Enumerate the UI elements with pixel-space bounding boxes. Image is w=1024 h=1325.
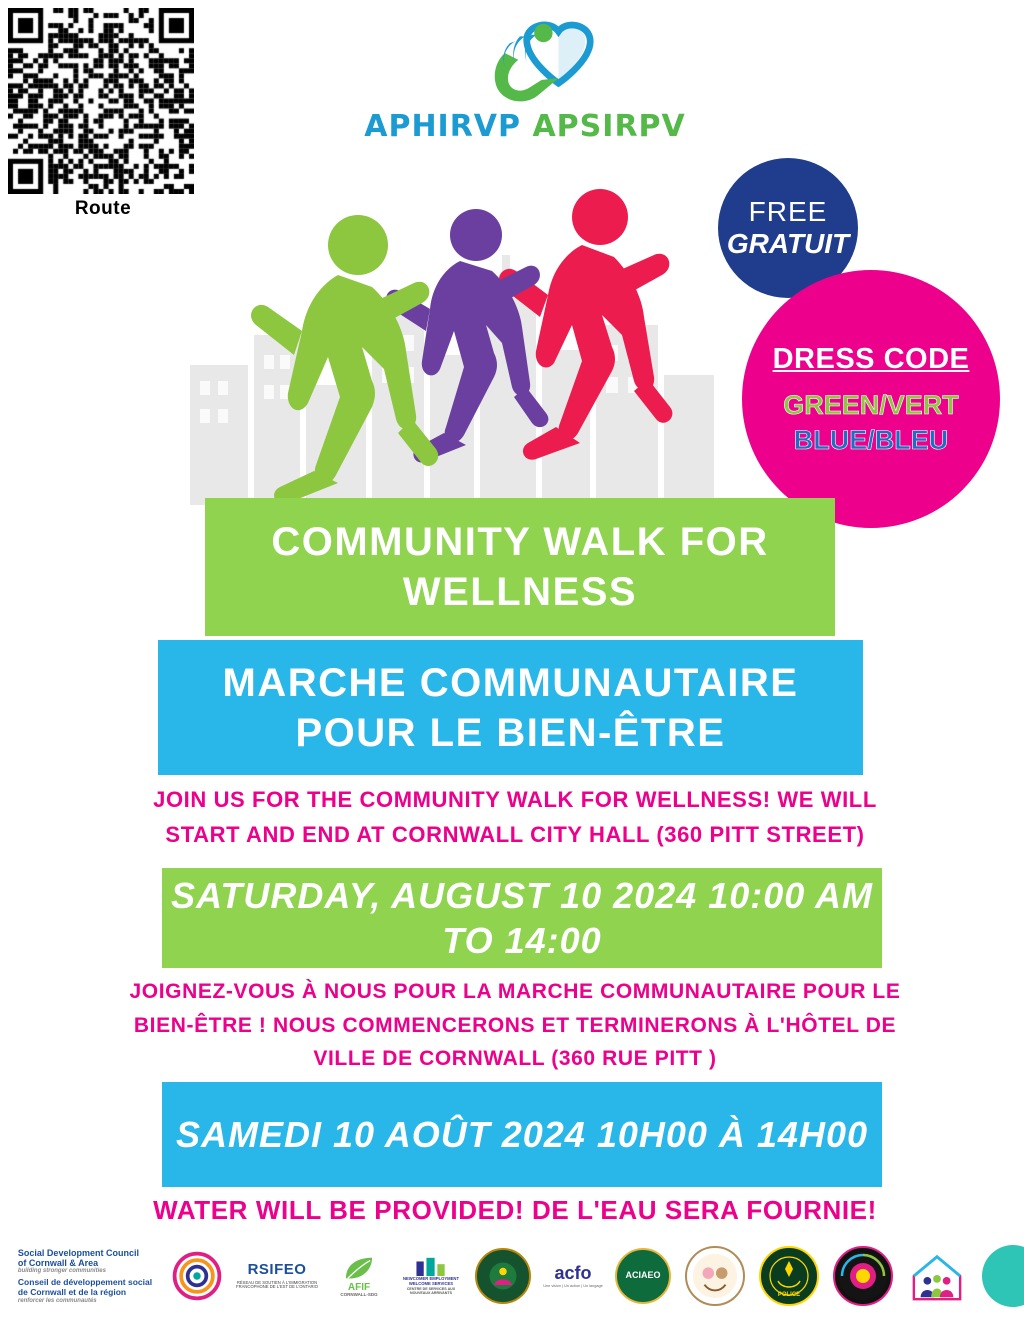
logo-text-fr: APSIRPV — [532, 109, 686, 144]
community-partner-icon — [488, 1261, 518, 1291]
sponsor-line4: Conseil de développement social — [17, 1277, 153, 1288]
free-badge-line1: FREE — [748, 195, 828, 227]
sponsor-acfo-label: acfo — [554, 1263, 592, 1284]
sponsor-rsifeo-sub: RÉSEAU DE SOUTIEN À L'IMMIGRATION FRANCOPHONE DE L'EST DE L'ONTARIO — [236, 1279, 318, 1290]
sponsor-cornwall-police — [756, 1239, 822, 1313]
sponsor-afif-sub: CORNWALL-SDG — [340, 1292, 378, 1298]
sponsor-aciaeo-label: ACIAEO — [625, 1270, 661, 1281]
sponsor-moms-psw — [978, 1239, 1024, 1313]
qr-code-icon[interactable] — [8, 8, 194, 194]
title-banner-fr: MARCHE COMMUNAUTAIRE POUR LE BIEN-ÊTRE — [158, 640, 863, 775]
police-crest-icon — [764, 1251, 814, 1301]
title-banner-en: COMMUNITY WALK FOR WELLNESS — [205, 498, 835, 636]
free-badge-line2: GRATUIT — [726, 228, 850, 259]
sponsor-newcomer-employment — [398, 1239, 464, 1313]
svg-text:POLICE: POLICE — [777, 1292, 801, 1298]
logo-wordmark — [330, 109, 720, 144]
sponsor-line1: Social Development Council — [17, 1247, 139, 1258]
sponsor-newcomer-label: NEWCOMER EMPLOYMENT WELCOME SERVICES — [402, 1276, 460, 1287]
date-banner-fr: SAMEDI 10 AOÛT 2024 10H00 À 14H00 — [162, 1082, 882, 1187]
logo-text-en: APHIRVP — [364, 109, 522, 144]
dress-code-badge — [742, 270, 1000, 528]
three-running-people-silhouettes — [230, 175, 730, 505]
aphirvp-heart-hands-logo — [433, 18, 617, 110]
sponsor-rsifeo — [234, 1239, 320, 1313]
paragraph-fr: JOIGNEZ-VOUS À NOUS POUR LA MARCHE COMMUNAUTAIRE POUR LE BIEN-ÊTRE ! NOUS COMMENCERONS ET TERMINERONS À L'HÔTEL DE VILLE DE CORNWALL (360 RUE PITT ) — [129, 980, 901, 1071]
smile-heart-icon — [691, 1252, 739, 1300]
sponsor-rainbow-circles — [168, 1239, 226, 1313]
dress-code-title: DRESS CODE — [772, 342, 970, 375]
house-family-icon — [907, 1249, 967, 1303]
sponsor-afif — [328, 1239, 390, 1313]
runner-pink-icon — [499, 189, 672, 460]
sponsor-acfo — [542, 1239, 604, 1313]
sponsor-line5: de Cornwall et de la région — [17, 1286, 127, 1297]
organization-logo — [330, 18, 720, 158]
sponsor-aciaeo — [612, 1239, 674, 1313]
rainbow-circles-icon — [169, 1248, 225, 1304]
sponsor-afif-label: AFIF — [347, 1282, 371, 1294]
sponsor-logo-strip — [0, 1235, 1024, 1317]
paragraph-en: JOIN US FOR THE COMMUNITY WALK FOR WELLNESS! WE WILL START AND END AT CORNWALL CITY HALL (360 PITT STREET) — [153, 787, 877, 848]
sponsor-community-partner — [472, 1239, 534, 1313]
sponsor-acfo-sub: Une vision | Un action | Un langage — [543, 1283, 603, 1288]
water-note: WATER WILL BE PROVIDED! DE L'EAU SERA FOURNIE! — [153, 1195, 877, 1225]
hero-illustration — [170, 175, 730, 505]
sponsor-line3: building stronger communities — [17, 1268, 106, 1275]
sponsor-housing-support — [904, 1239, 970, 1313]
sponsor-donne-un-sourire — [682, 1239, 748, 1313]
sponsor-line2: of Cornwall & Area — [17, 1257, 99, 1268]
sponsor-rsifeo-label: RSIFEO — [247, 1261, 307, 1279]
afif-leaf-icon — [339, 1254, 379, 1282]
runner-green-icon — [251, 215, 438, 504]
newcomer-buildings-icon — [414, 1256, 448, 1276]
dress-code-option-blue: BLUE/BLEU — [793, 424, 949, 455]
sponsor-line6: renforcer les communautés — [17, 1297, 97, 1304]
equity-diversity-icon — [838, 1251, 888, 1301]
sponsor-social-development-council — [10, 1239, 160, 1313]
qr-label: Route — [74, 198, 132, 219]
dress-code-option-green: GREEN/VERT — [783, 389, 959, 420]
sponsor-equity-diversity-inclusivity — [830, 1239, 896, 1313]
sponsor-newcomer-sub: CENTRE DE SERVICES AUX NOUVEAUX ARRIVANTS — [406, 1286, 456, 1295]
date-banner-en: SATURDAY, AUGUST 10 2024 10:00 AM TO 14:00 — [162, 868, 882, 968]
